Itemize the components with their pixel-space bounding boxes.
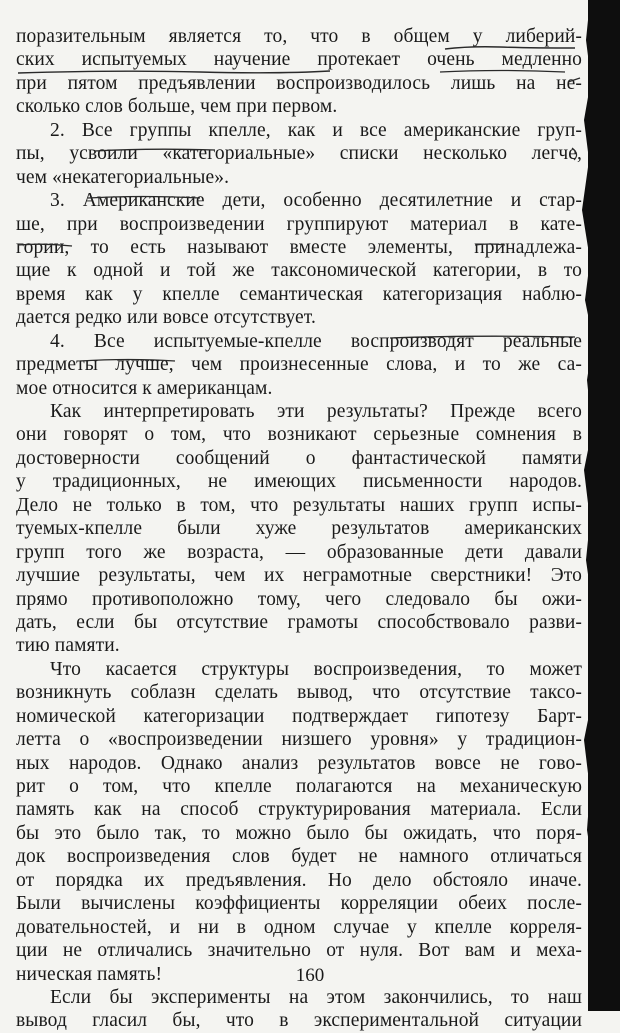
text-line: вывод гласил бы, что в экспериментальной ситуации [16, 1010, 582, 1032]
text-line: дать, если бы отсутствие грамоты способствовало разви- [16, 611, 582, 633]
text-line: Что касается структуры воспроизведения, то может [50, 658, 582, 680]
text-line: прямо противоположно тому, чего следовало бы ожи- [16, 588, 582, 610]
text-line: ных народов. Однако анализ результатов вовсе не гово- [16, 752, 582, 774]
text-line: бы это было так, то можно было бы ожидать, что поря- [16, 822, 582, 844]
text-line: поразительным является то, что в общем у либерий- [16, 26, 582, 47]
text-line: у традиционных, не имеющих письменности народов. [16, 471, 582, 493]
text-line: ше, при воспроизведении группируют материал в кате- [16, 213, 582, 235]
text-line: возникнуть соблазн сделать вывод, что отсутствие таксо- [16, 682, 582, 704]
text-line: групп того же возраста, — образованные дети давали [16, 541, 582, 563]
text-line: гории, то есть называют вместе элементы, принадлежа- [16, 236, 582, 258]
text-line: 4. Все испытуемые-кпелле воспроизводят реальные [50, 330, 582, 352]
scan-edge-shadow [588, 0, 620, 1011]
text-line: мое относится к американцам. [16, 377, 273, 399]
text-line: достоверности сообщений о фантастической памяти [16, 447, 582, 469]
text-line: ническая память! [16, 963, 163, 985]
text-line: док воспроизведения слов будет не намного отличаться [16, 846, 582, 868]
text-line: Если бы эксперименты на этом закончились, то наш [50, 986, 582, 1008]
text-line: 2. Все группы кпелле, как и все американские груп- [50, 119, 582, 141]
text-line: время как у кпелле семантическая категоризация наблю- [16, 283, 582, 305]
text-line: щие к одной и той же таксономической категории, в то [16, 260, 582, 282]
text-line: предметы лучше, чем произнесенные слова, и то же са- [16, 354, 582, 376]
text-line: Дело не только в том, что результаты наших групп испы- [16, 494, 582, 516]
text-line: сколько слов больше, чем при первом. [16, 96, 338, 118]
text-line: довательностей, и ни в одном случае у кпелле корреля- [16, 916, 582, 938]
text-line: ских испытуемых научение протекает очень медленно [16, 49, 582, 71]
text-line: память как на способ структурирования материала. Если [16, 799, 582, 821]
text-line: ции не отличались значительно от нуля. Вот вам и меха- [16, 940, 582, 962]
text-line: лучшие результаты, чем их неграмотные сверстники! Это [16, 565, 582, 587]
text-line: номической категоризации подтверждает гипотезу Барт- [16, 705, 582, 727]
text-line: Были вычислены коэффициенты корреляции обеих после- [16, 893, 582, 915]
text-line: они говорят о том, что возникают серьезные сомнения в [16, 424, 582, 446]
text-line: при пятом предъявлении воспроизводилось лишь на не- [16, 72, 582, 94]
text-line: Как интерпретировать эти результаты? Прежде всего [50, 401, 582, 422]
page-number: 160 [295, 965, 325, 986]
text-line: рит о том, что кпелле полагаются на механическую [16, 776, 582, 797]
text-line: от порядка их предъявления. Но дело обстояло иначе. [16, 869, 582, 891]
text-line: туемых-кпелле были хуже результатов американских [16, 518, 582, 540]
text-line: чем «некатегориальные». [16, 166, 230, 188]
text-line: дается редко или вовсе отсутствует. [16, 307, 316, 329]
text-line: летта о «воспроизведении низшего уровня» у традицион- [16, 729, 582, 751]
body-text [16, 25, 582, 1033]
text-line: 3. Американские дети, особенно десятилетние и стар- [50, 190, 582, 212]
text-line: пы, усвоили «категориальные» списки несколько легче, [16, 143, 582, 165]
text-line: тию памяти. [16, 635, 120, 657]
